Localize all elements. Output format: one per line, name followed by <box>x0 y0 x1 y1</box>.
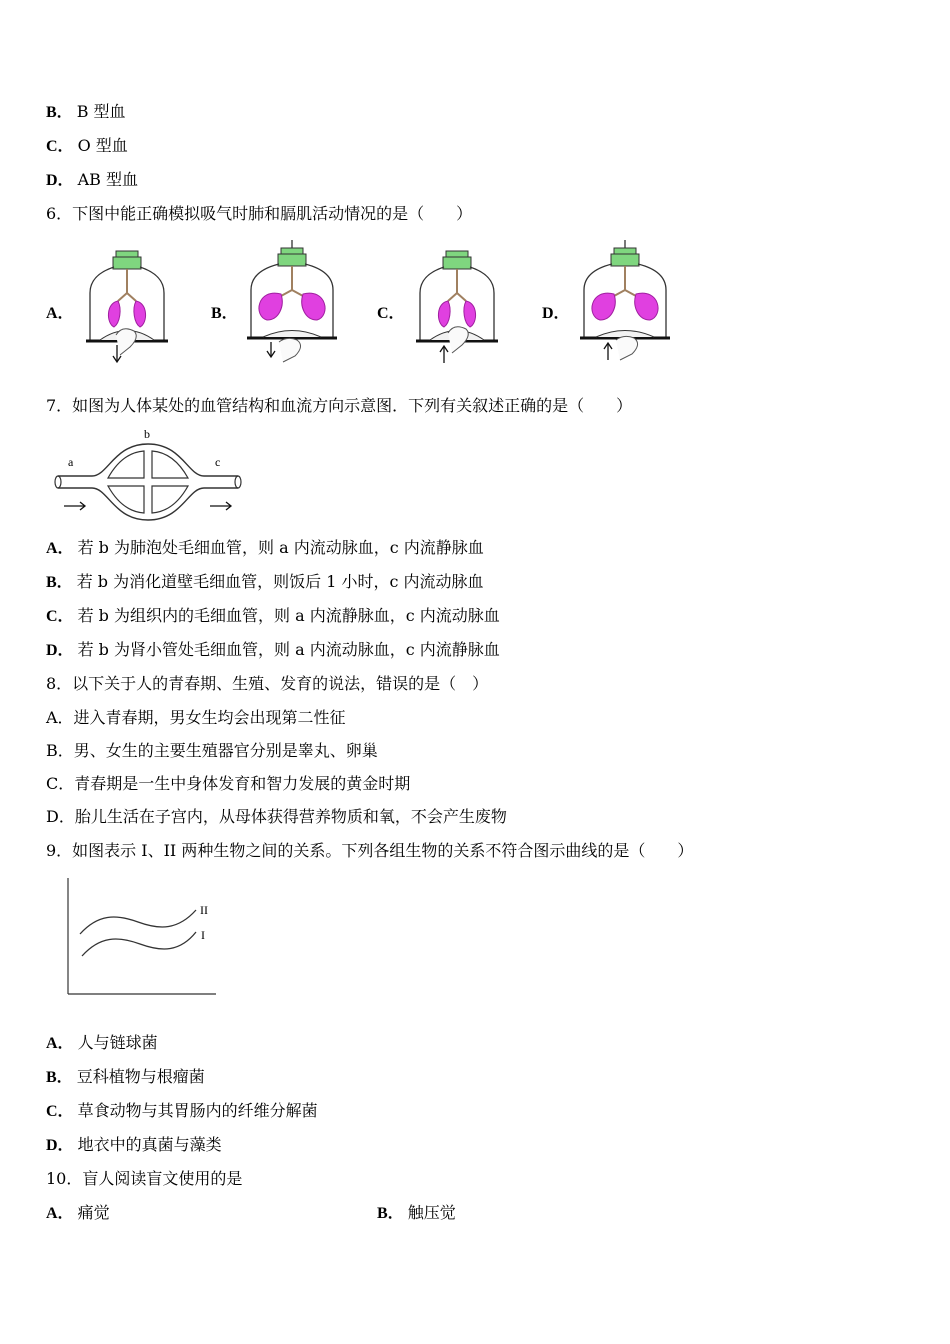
option-letter: A． <box>46 1035 74 1052</box>
q9-stem: 9．如图表示 I、II 两种生物之间的关系。下列各组生物的关系不符合图示曲线的是（ ） <box>46 841 694 860</box>
bell-jar-figure-d <box>578 238 673 368</box>
relationship-curve-graph <box>58 874 223 1002</box>
option-letter: B． <box>377 1205 404 1222</box>
q9-option-c <box>46 1101 318 1122</box>
option-text: B 型血 <box>76 102 126 121</box>
q7-option-c <box>46 606 500 627</box>
option-letter: D． <box>46 172 74 189</box>
bell-jar-figure-b <box>245 238 340 368</box>
q6-label-a: A． <box>46 305 74 322</box>
q10-stem: 10．盲人阅读盲文使用的是 <box>46 1169 243 1188</box>
q6-label-b: B． <box>211 305 238 322</box>
q8-option-a: A．进入青春期，男女生均会出现第二性征 <box>46 708 346 727</box>
q6-label-d: D． <box>542 305 570 322</box>
option-letter: D． <box>46 642 74 659</box>
option-text: 触压觉 <box>407 1203 456 1222</box>
curve-label-ii: II <box>200 903 208 917</box>
option-text: 若 b 为组织内的毛细血管，则 a 内流静脉血，c 内流动脉血 <box>77 606 500 625</box>
q7-option-d <box>46 640 500 661</box>
q6-stem: 6．下图中能正确模拟吸气时肺和膈肌活动情况的是（ ） <box>46 204 473 223</box>
q9-option-b <box>46 1067 205 1088</box>
option-text: 地衣中的真菌与藻类 <box>77 1135 222 1154</box>
q10-option-a <box>46 1203 110 1224</box>
option-text: 豆科植物与根瘤菌 <box>76 1067 205 1086</box>
q9-option-a <box>46 1033 158 1054</box>
option-text: AB 型血 <box>77 170 138 189</box>
option-letter: B． <box>46 574 73 591</box>
q5-option-c <box>46 136 128 157</box>
q8-option-b: B．男、女生的主要生殖器官分别是睾丸、卵巢 <box>46 741 378 760</box>
curve-label-i: I <box>201 928 205 942</box>
option-letter: A． <box>46 540 74 557</box>
option-letter: C． <box>46 608 74 625</box>
blood-vessel-diagram <box>52 424 247 524</box>
option-text: 若 b 为消化道壁毛细血管，则饭后 1 小时，c 内流动脉血 <box>76 572 484 591</box>
option-letter: C． <box>46 1103 74 1120</box>
option-letter: C． <box>46 138 74 155</box>
option-letter: B． <box>46 104 73 121</box>
curve-i <box>82 932 196 956</box>
option-letter: A． <box>46 1205 74 1222</box>
q10-option-b <box>377 1203 456 1224</box>
option-text: 草食动物与其胃肠内的纤维分解菌 <box>77 1101 318 1120</box>
q8-option-d: D．胎儿生活在子宫内，从母体获得营养物质和氧，不会产生废物 <box>46 807 507 826</box>
q8-option-c: C．青春期是一生中身体发育和智力发展的黄金时期 <box>46 774 411 793</box>
q7-option-a <box>46 538 484 559</box>
bell-jar-figure-a <box>80 243 175 368</box>
option-text: 人与链球菌 <box>77 1033 158 1052</box>
q7-stem: 7．如图为人体某处的血管结构和血流方向示意图．下列有关叙述正确的是（ ） <box>46 396 633 415</box>
bell-jar-figure-c <box>410 243 505 368</box>
option-text: 若 b 为肾小管处毛细血管，则 a 内流动脉血，c 内流静脉血 <box>77 640 500 659</box>
option-text: 痛觉 <box>77 1203 110 1222</box>
vessel-label-c: c <box>215 455 221 469</box>
q5-option-d <box>46 170 138 191</box>
vessel-label-b: b <box>144 427 150 441</box>
q5-option-b <box>46 102 126 123</box>
option-text: 若 b 为肺泡处毛细血管，则 a 内流动脉血，c 内流静脉血 <box>77 538 484 557</box>
option-text: O 型血 <box>77 136 128 155</box>
vessel-label-a: a <box>68 455 74 469</box>
curve-ii <box>80 910 196 934</box>
option-letter: D． <box>46 1137 74 1154</box>
q9-option-d <box>46 1135 222 1156</box>
q8-stem: 8．以下关于人的青春期、生殖、发育的说法，错误的是（ ） <box>46 674 489 693</box>
option-letter: B． <box>46 1069 73 1086</box>
q6-label-c: C． <box>377 305 405 322</box>
q7-option-b <box>46 572 484 593</box>
